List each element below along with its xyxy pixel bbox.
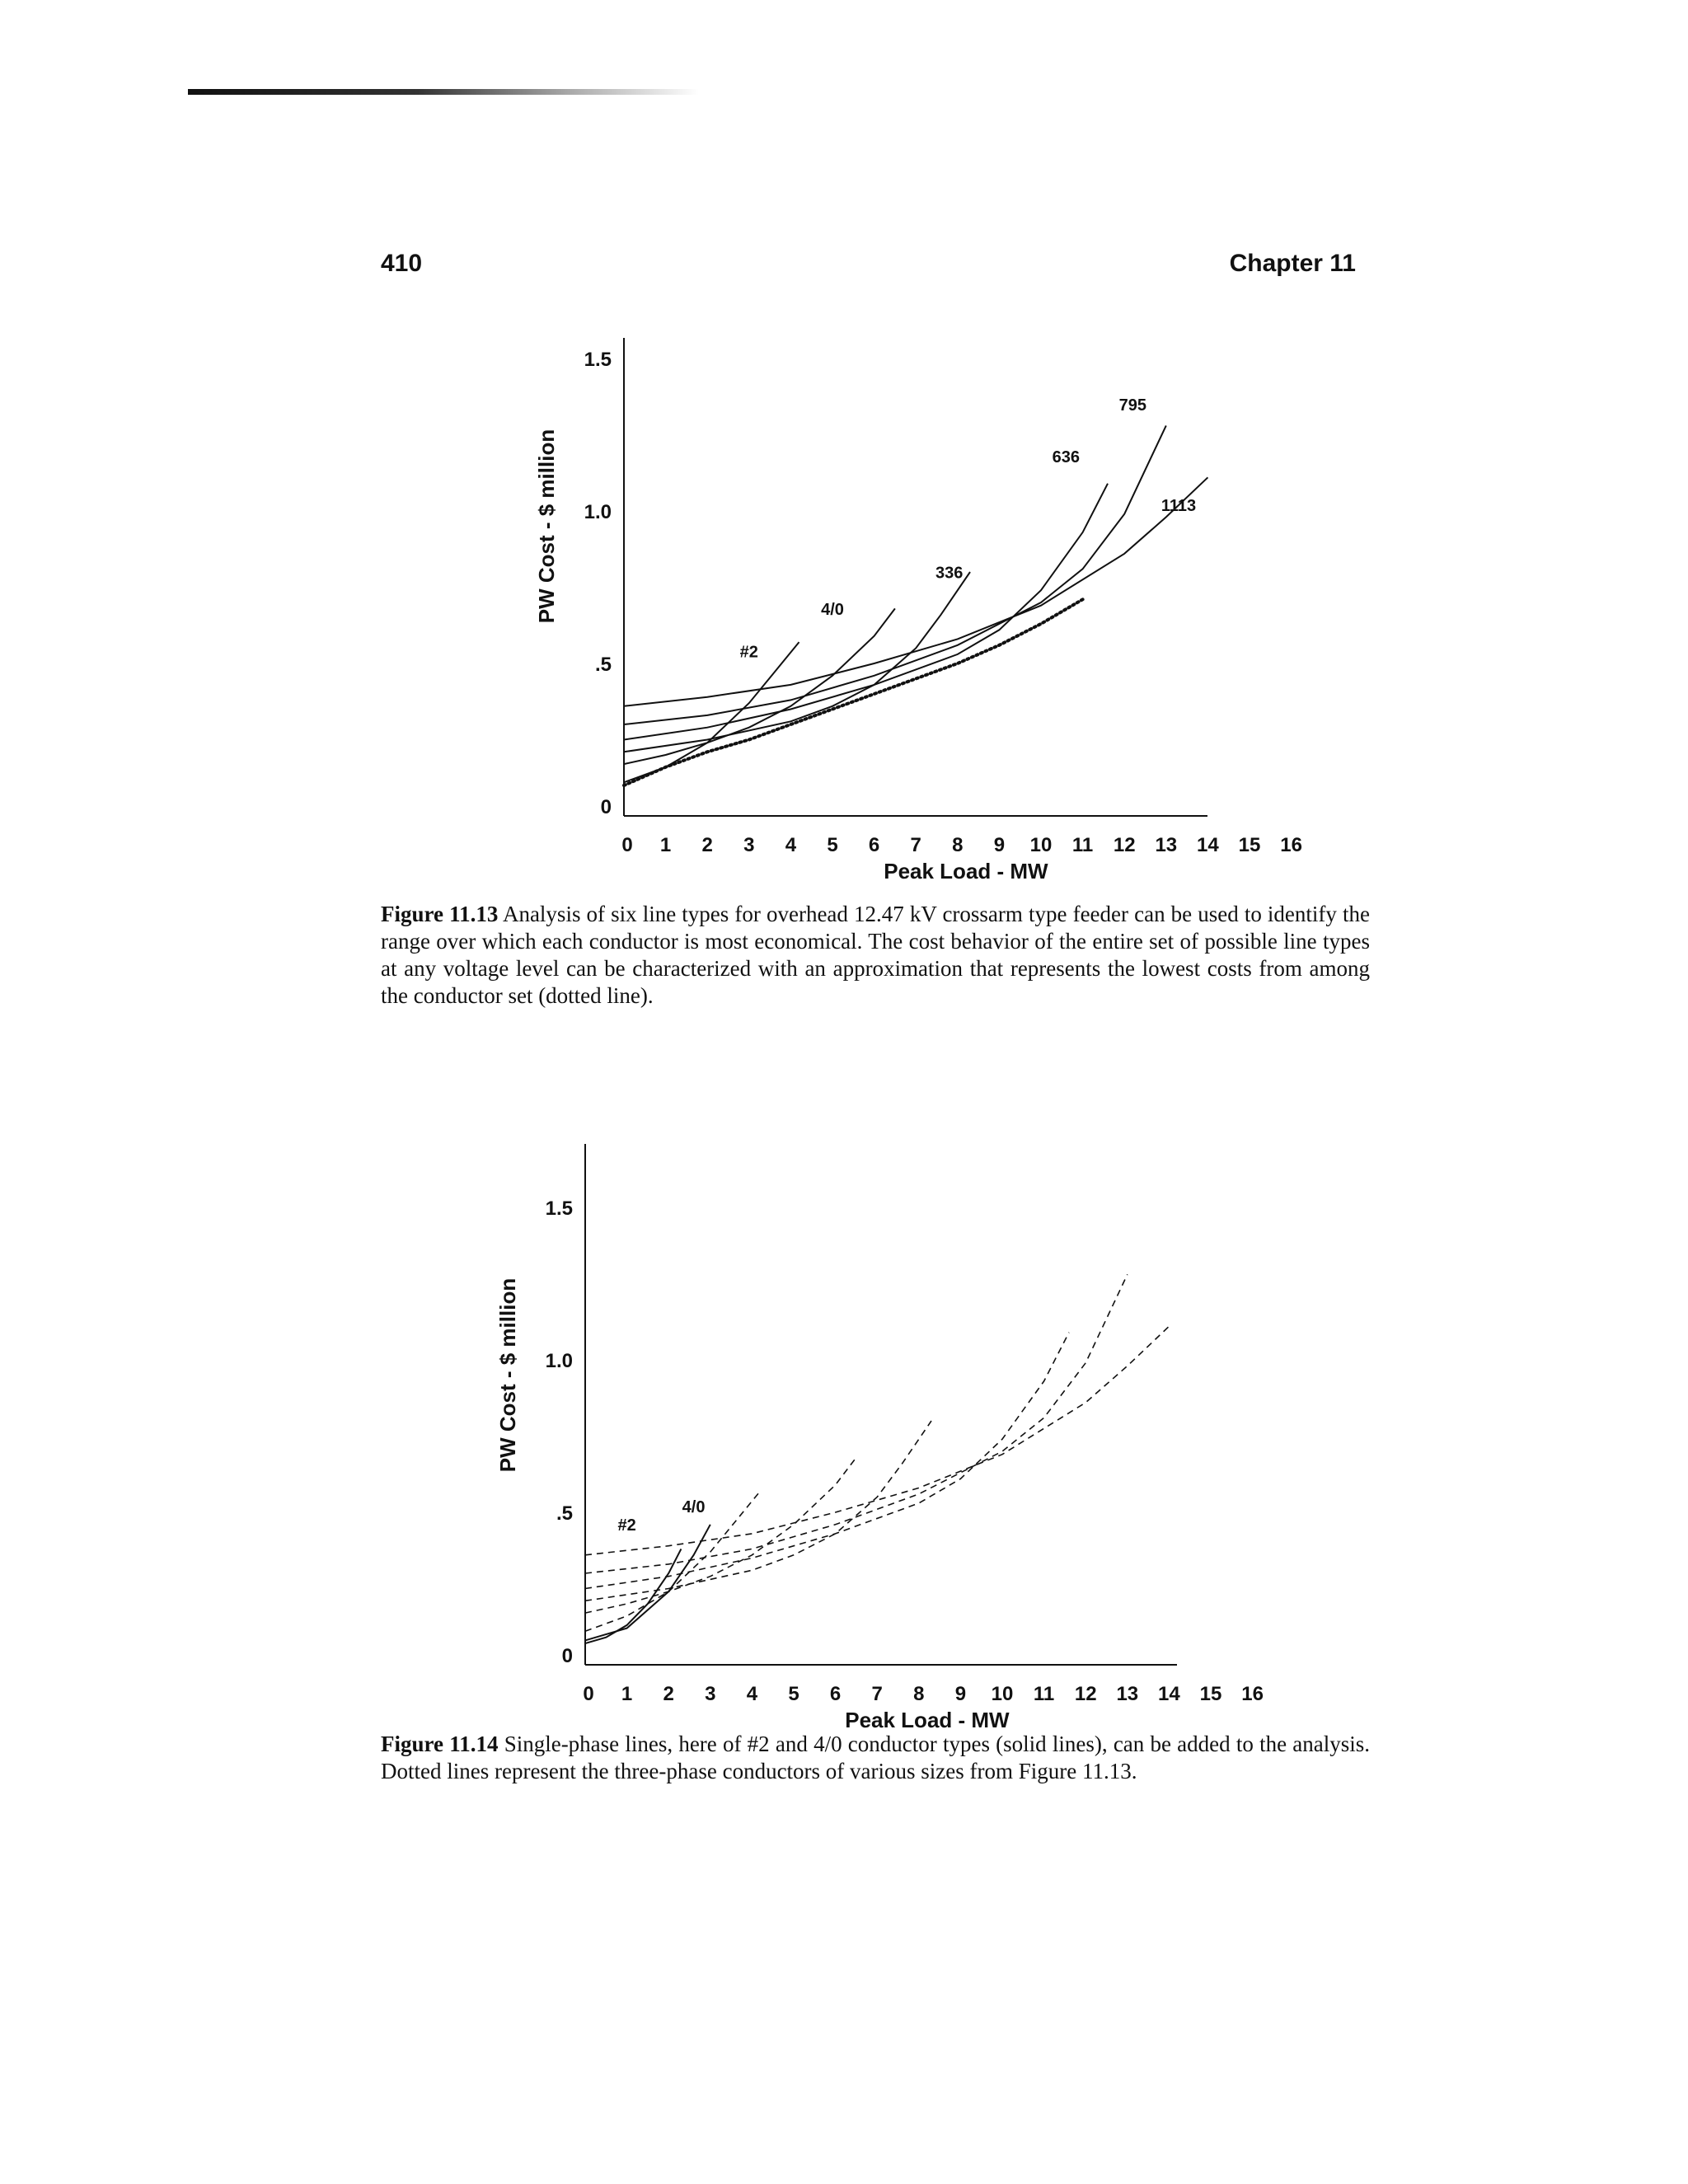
series-label: 795: [1118, 396, 1147, 415]
x-axis-title: Peak Load - MW: [884, 859, 1048, 883]
y-tick-label: 1.0: [545, 1350, 573, 1372]
x-tick-label: 16: [1280, 834, 1302, 856]
caption-text: Analysis of six line types for overhead 12.47 kV crossarm type feeder can be used to identify the range over which each conductor is most economical. The cost behavior of the entire set of possible line types at any voltage level can be characterized with an approximation that represents the lowest costs from among the conductor set (dotted line).: [381, 902, 1370, 1008]
figure-label: Figure 11.14: [381, 1732, 499, 1756]
x-tick-label: 7: [871, 1683, 883, 1705]
x-tick-label: 15: [1238, 834, 1261, 856]
x-tick-label: 3: [705, 1683, 716, 1705]
x-tick-label: 13: [1155, 834, 1178, 856]
x-tick-label: 8: [952, 834, 964, 856]
series-line-6: [585, 1274, 1128, 1573]
x-tick-label: 5: [788, 1683, 799, 1705]
x-tick-label: 10: [991, 1683, 1014, 1705]
x-tick-label: 12: [1074, 1683, 1097, 1705]
x-tick-label: 9: [993, 834, 1006, 856]
figure-11-14-caption: [381, 1731, 1370, 1785]
x-tick-label: 7: [910, 834, 921, 856]
x-tick-label: 3: [743, 834, 755, 856]
figure-label: Figure 11.13: [381, 902, 499, 926]
y-tick-label: .5: [556, 1502, 573, 1525]
x-tick-label: 16: [1241, 1683, 1264, 1705]
x-tick-label: 4: [785, 834, 797, 856]
x-tick-label: 0: [583, 1683, 594, 1705]
series-line-3: [585, 1457, 856, 1613]
series-label: 1113: [1160, 497, 1197, 515]
x-tick-label: 13: [1116, 1683, 1139, 1705]
caption-text: Single-phase lines, here of #2 and 4/0 conductor types (solid lines), can be added to the analysis. Dotted lines represent the three-phase conductors of various sizes from Figure 11.13.: [381, 1732, 1371, 1783]
series-line-4: [585, 1421, 931, 1601]
series-label: 4/0: [821, 600, 844, 619]
x-tick-label: 2: [701, 834, 713, 856]
x-tick-label: 15: [1199, 1683, 1222, 1705]
series-label: #2: [739, 643, 758, 662]
y-tick-label: 0: [600, 796, 612, 818]
y-tick-label: 1.5: [545, 1197, 573, 1220]
y-tick-label: 0: [561, 1645, 573, 1667]
series-line-5: [585, 1333, 1069, 1589]
chapter-title: Chapter 11: [1229, 250, 1356, 277]
x-tick-label: 12: [1113, 834, 1136, 856]
x-tick-label: 11: [1033, 1683, 1055, 1705]
x-tick-label: 6: [829, 1683, 842, 1705]
x-tick-label: 8: [913, 1683, 925, 1705]
x-tick-label: 0: [621, 834, 633, 856]
x-axis-title: Peak Load - MW: [845, 1708, 1010, 1731]
y-axis-title: PW Cost - $ million: [534, 429, 559, 624]
x-tick-label: 2: [663, 1683, 674, 1705]
series-label: 336: [935, 564, 964, 583]
x-tick-label: 1: [621, 1683, 633, 1705]
x-tick-label: 10: [1029, 834, 1053, 856]
x-tick-label: 5: [827, 834, 838, 856]
series-label: 636: [1052, 448, 1081, 466]
y-tick-label: .5: [594, 654, 612, 676]
series-line-2: [585, 1549, 681, 1643]
x-tick-label: 6: [868, 834, 880, 856]
x-tick-label: 1: [659, 834, 672, 856]
y-tick-label: 1.5: [584, 349, 612, 371]
series-line-2: [585, 1491, 761, 1631]
x-tick-label: 11: [1071, 834, 1094, 856]
x-tick-label: 9: [954, 1683, 967, 1705]
series-label: #2: [617, 1516, 636, 1535]
series-label: 4/0: [682, 1498, 706, 1516]
y-tick-label: 1.0: [584, 501, 612, 523]
series-line-7: [585, 1326, 1169, 1555]
page-number: 410: [381, 250, 423, 277]
y-axis-title: PW Cost - $ million: [495, 1277, 520, 1473]
x-tick-label: 14: [1197, 834, 1219, 856]
x-tick-label: 14: [1158, 1683, 1180, 1705]
x-tick-label: 4: [746, 1683, 758, 1705]
